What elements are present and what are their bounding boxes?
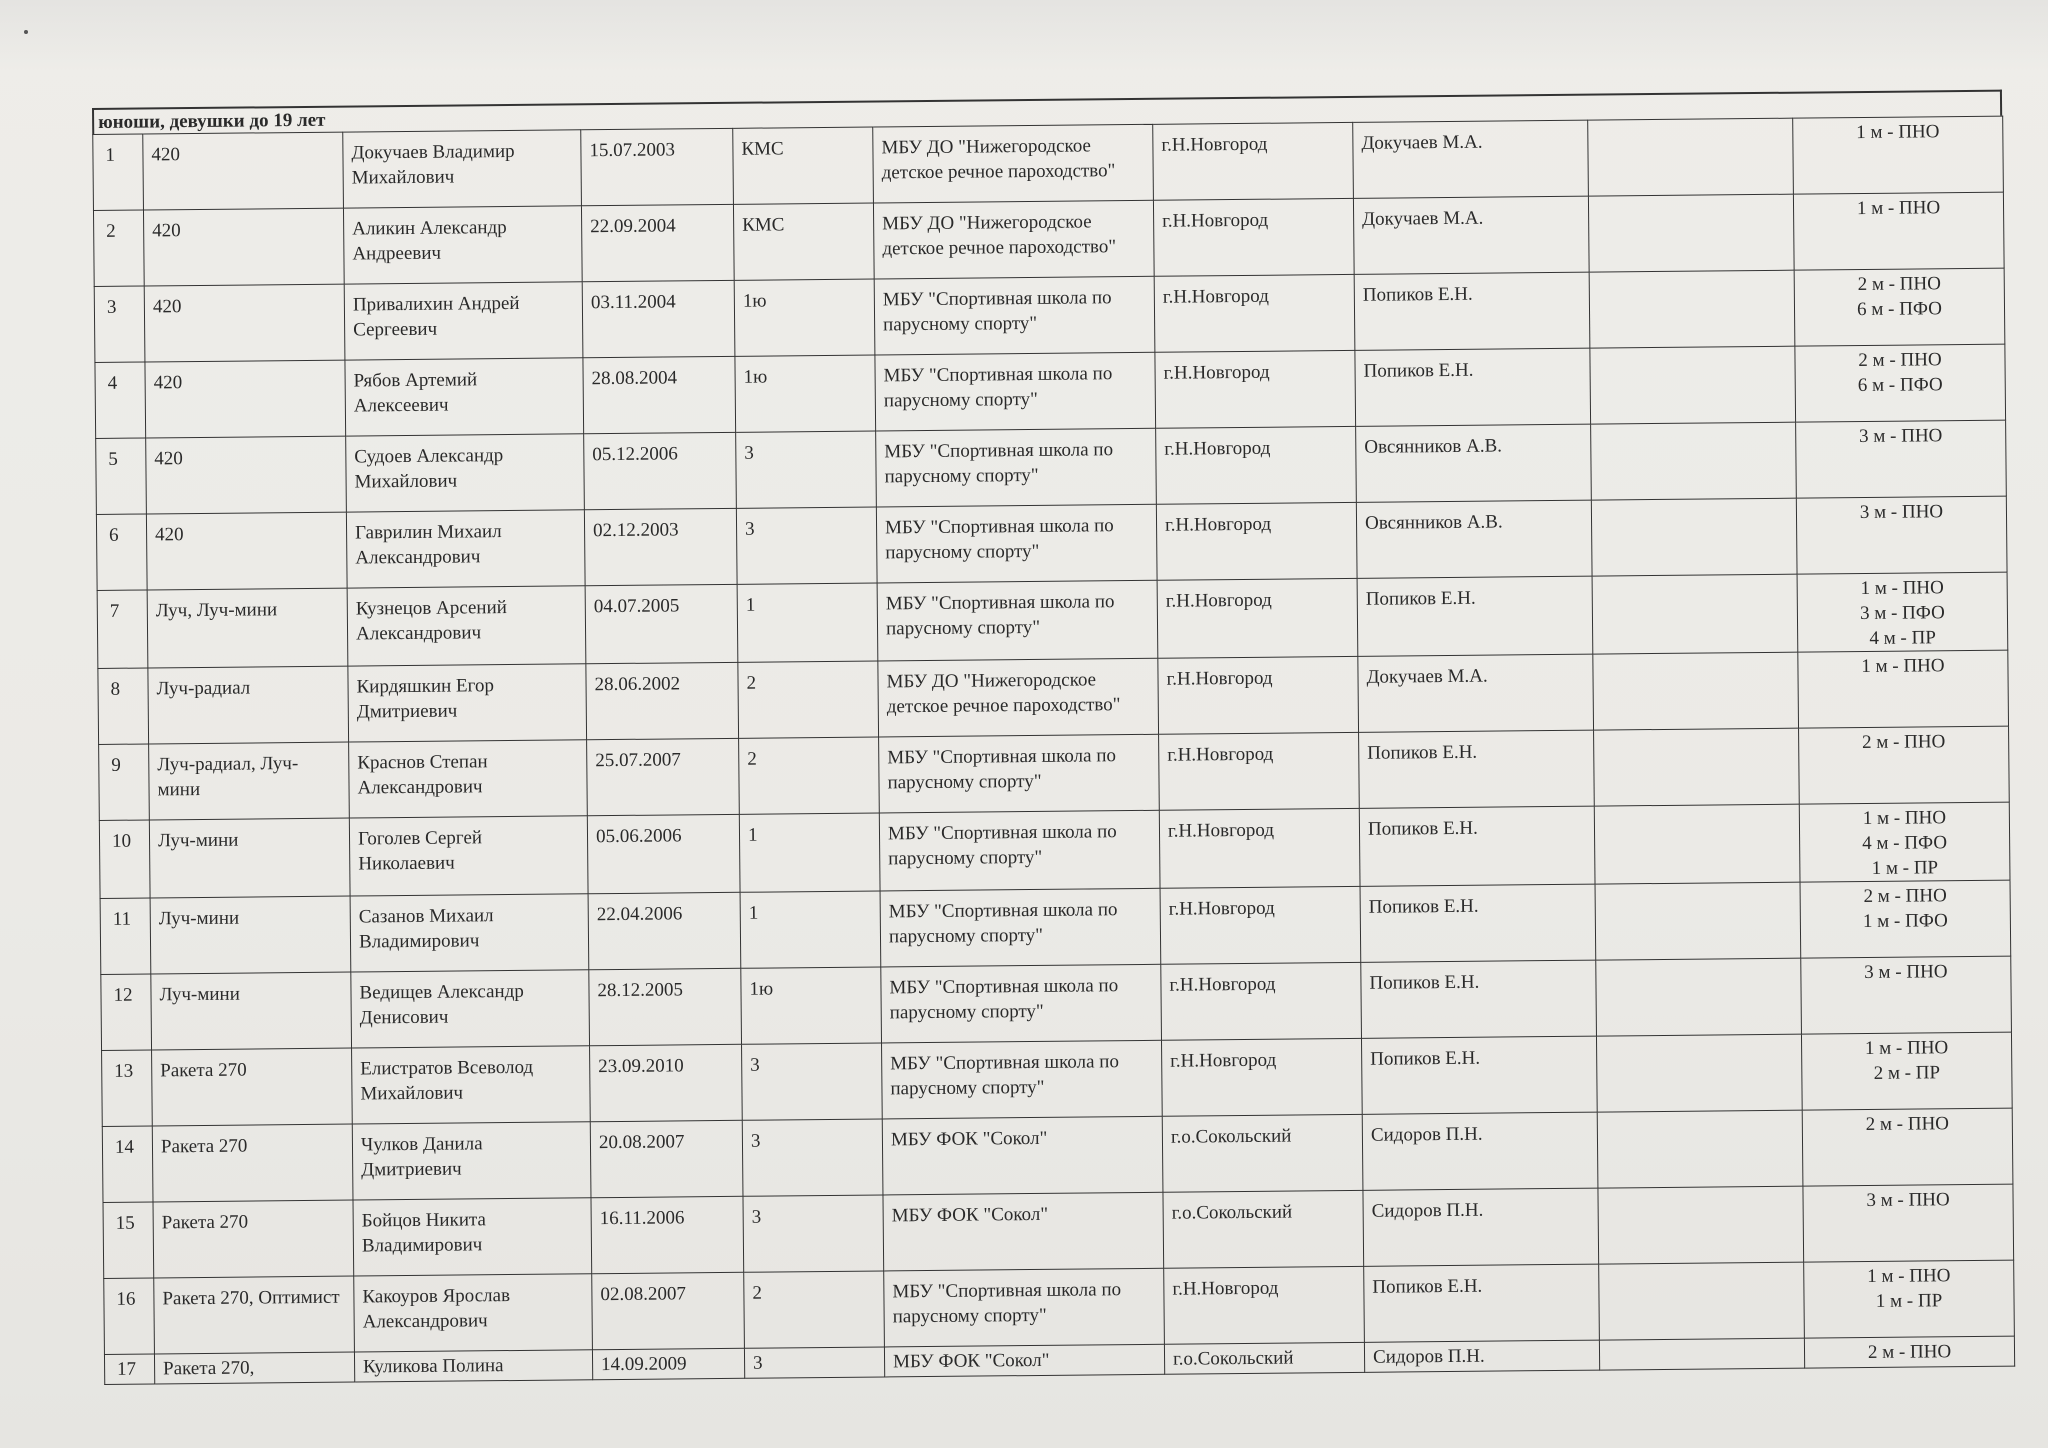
city-cell: г.Н.Новгород bbox=[1159, 732, 1360, 810]
participants-table bbox=[92, 116, 2015, 1385]
birth-date-cell: 02.12.2003 bbox=[584, 508, 737, 585]
birth-date-cell: 28.12.2005 bbox=[589, 968, 742, 1045]
city-cell: г.Н.Новгород bbox=[1158, 656, 1359, 734]
coach-cell: Попиков Е.Н. bbox=[1359, 730, 1595, 808]
results-cell bbox=[1793, 192, 2004, 270]
boat-class-cell: Ракета 270 bbox=[152, 1124, 353, 1202]
sport-rank-cell: 3 bbox=[736, 507, 877, 584]
sport-rank-cell: 2 bbox=[744, 1271, 885, 1348]
results-cell bbox=[1801, 1032, 2012, 1110]
participant-name-cell: Аликин Александр Андреевич bbox=[343, 206, 582, 284]
result-entry: 4 м - ПФО bbox=[1862, 832, 1948, 855]
results-cell bbox=[1804, 1260, 2015, 1338]
boat-class-cell: 420 bbox=[143, 132, 344, 210]
results-cell bbox=[1799, 802, 2010, 882]
result-entry: 6 м - ПФО bbox=[1857, 298, 1943, 321]
result-entry: 1 м - ПНО bbox=[1856, 121, 1940, 144]
organization-cell: МБУ "Спортивная школа по парусному спорту" bbox=[882, 1040, 1163, 1119]
boat-class-cell: Ракета 270, bbox=[154, 1352, 354, 1384]
row-number: 6 bbox=[96, 514, 147, 590]
organization-cell: МБУ "Спортивная школа по парусному спорту" bbox=[875, 352, 1156, 431]
results-cell bbox=[1793, 116, 2004, 194]
city-cell: г.Н.Новгород bbox=[1160, 886, 1361, 964]
birth-date-cell: 15.07.2003 bbox=[581, 128, 734, 205]
result-entry: 2 м - ПНО bbox=[1863, 885, 1947, 908]
coach-cell: Попиков Е.Н. bbox=[1359, 806, 1595, 886]
city-cell: г.Н.Новгород bbox=[1155, 350, 1356, 428]
row-number: 7 bbox=[97, 590, 148, 668]
participant-name-cell: Привалихин Андрей Сергеевич bbox=[344, 282, 583, 360]
organization-cell: МБУ "Спортивная школа по парусному спорту" bbox=[874, 276, 1155, 355]
results-cell bbox=[1798, 650, 2009, 728]
result-entry: 1 м - ПНО bbox=[1860, 577, 1944, 600]
boat-class-cell: 420 bbox=[146, 436, 347, 514]
coach-cell: Попиков Е.Н. bbox=[1361, 1036, 1597, 1114]
sport-rank-cell: 3 bbox=[742, 1119, 883, 1196]
row-number: 9 bbox=[99, 744, 150, 820]
birth-date-cell: 03.11.2004 bbox=[582, 280, 735, 357]
row-number: 10 bbox=[99, 820, 150, 898]
organization-cell: МБУ ФОК "Сокол" bbox=[882, 1116, 1163, 1195]
result-entry: 1 м - ПНО bbox=[1856, 197, 1941, 220]
results-cell bbox=[1794, 268, 2005, 346]
empty-cell bbox=[1599, 1338, 1804, 1370]
row-number: 17 bbox=[104, 1354, 154, 1384]
results-cell bbox=[1796, 420, 2007, 498]
participant-name-cell: Гаврилин Михаил Александрович bbox=[346, 510, 585, 588]
organization-cell: МБУ ДО "Нижегородское детское речное пароходство" bbox=[878, 658, 1159, 737]
sport-rank-cell: КМС bbox=[733, 203, 874, 280]
participant-name-cell: Судоев Александр Михайлович bbox=[346, 434, 585, 512]
coach-cell: Докучаев М.А. bbox=[1358, 654, 1594, 732]
empty-cell bbox=[1594, 728, 1800, 806]
result-entry: 3 м - ПФО bbox=[1859, 602, 1945, 625]
result-entry: 6 м - ПФО bbox=[1857, 374, 1943, 397]
row-number: 8 bbox=[98, 668, 149, 744]
boat-class-cell: Луч, Луч-мини bbox=[147, 588, 348, 668]
result-entry: 2 м - ПНО bbox=[1857, 273, 1941, 296]
participant-name-cell: Елистратов Всеволод Михайлович bbox=[352, 1046, 591, 1124]
sport-rank-cell: 3 bbox=[736, 431, 877, 508]
sport-rank-cell: 3 bbox=[742, 1043, 883, 1120]
participant-name-cell: Кузнецов Арсений Александрович bbox=[347, 586, 586, 666]
results-cell bbox=[1800, 880, 2011, 958]
empty-cell bbox=[1599, 1262, 1805, 1340]
results-cell bbox=[1801, 956, 2012, 1034]
boat-class-cell: Ракета 270 bbox=[152, 1048, 353, 1126]
coach-cell: Попиков Е.Н. bbox=[1360, 884, 1596, 962]
boat-class-cell: Луч-мини bbox=[149, 818, 350, 898]
empty-cell bbox=[1594, 804, 1800, 884]
results-cell bbox=[1797, 572, 2008, 652]
row-number: 1 bbox=[93, 134, 144, 210]
boat-class-cell: Ракета 270, Оптимист bbox=[154, 1276, 355, 1354]
organization-cell: МБУ "Спортивная школа по парусному спорту" bbox=[880, 888, 1161, 967]
empty-cell bbox=[1588, 118, 1794, 196]
city-cell: г.Н.Новгород bbox=[1157, 578, 1358, 658]
boat-class-cell: Луч-мини bbox=[150, 896, 351, 974]
birth-date-cell: 23.09.2010 bbox=[590, 1044, 743, 1121]
result-entry: 1 м - ПНО bbox=[1862, 807, 1947, 830]
city-cell: г.Н.Новгород bbox=[1156, 502, 1357, 580]
result-entry: 3 м - ПНО bbox=[1866, 1189, 1950, 1212]
boat-class-cell: 420 bbox=[144, 284, 345, 362]
coach-cell: Попиков Е.Н. bbox=[1355, 348, 1591, 426]
coach-cell: Сидоров П.Н. bbox=[1363, 1188, 1599, 1266]
coach-cell: Докучаев М.А. bbox=[1353, 120, 1589, 198]
participant-name-cell: Рябов Артемий Алексеевич bbox=[345, 358, 584, 436]
empty-cell bbox=[1592, 574, 1798, 654]
participant-name-cell: Докучаев Владимир Михайлович bbox=[343, 130, 582, 208]
city-cell: г.Н.Новгород bbox=[1159, 808, 1360, 888]
row-number: 16 bbox=[104, 1278, 155, 1354]
result-entry: 4 м - ПР bbox=[1869, 627, 1936, 649]
result-entry: 3 м - ПНО bbox=[1859, 501, 1944, 524]
organization-cell: МБУ "Спортивная школа по парусному спорту" bbox=[884, 1268, 1165, 1347]
organization-cell: МБУ ФОК "Сокол" bbox=[883, 1192, 1164, 1271]
boat-class-cell: 420 bbox=[143, 208, 344, 286]
row-number: 14 bbox=[102, 1126, 153, 1202]
city-cell: г.Н.Новгород bbox=[1153, 122, 1354, 200]
participant-name-cell: Ведищев Александр Денисович bbox=[351, 970, 590, 1048]
boat-class-cell: 420 bbox=[146, 512, 347, 590]
sport-rank-cell: 2 bbox=[739, 737, 880, 814]
city-cell: г.о.Сокольский bbox=[1164, 1342, 1364, 1374]
participant-name-cell: Чулков Данила Дмитриевич bbox=[352, 1122, 591, 1200]
result-entry: 1 м - ПР bbox=[1875, 1290, 1943, 1312]
organization-cell: МБУ "Спортивная школа по парусному спорту" bbox=[881, 964, 1162, 1043]
result-entry: 1 м - ПНО bbox=[1861, 655, 1945, 678]
table-body bbox=[93, 116, 2015, 1384]
sport-rank-cell: 3 bbox=[744, 1347, 884, 1378]
results-sheet bbox=[92, 90, 2014, 1400]
organization-cell: МБУ "Спортивная школа по парусному спорту" bbox=[879, 734, 1160, 813]
empty-cell bbox=[1596, 958, 1802, 1036]
result-entry: 2 м - ПР bbox=[1873, 1062, 1941, 1084]
sport-rank-cell: КМС bbox=[733, 127, 874, 204]
city-cell: г.Н.Новгород bbox=[1156, 426, 1357, 504]
coach-cell: Попиков Е.Н. bbox=[1364, 1264, 1600, 1342]
empty-cell bbox=[1590, 346, 1796, 424]
birth-date-cell: 20.08.2007 bbox=[590, 1120, 743, 1197]
sport-rank-cell: 2 bbox=[738, 661, 879, 738]
result-entry: 1 м - ПНО bbox=[1864, 1037, 1949, 1060]
coach-cell: Сидоров П.Н. bbox=[1362, 1112, 1598, 1190]
organization-cell: МБУ "Спортивная школа по парусному спорту" bbox=[876, 504, 1157, 583]
coach-cell: Попиков Е.Н. bbox=[1354, 272, 1590, 350]
organization-cell: МБУ "Спортивная школа по парусному спорту" bbox=[876, 428, 1157, 507]
birth-date-cell: 25.07.2007 bbox=[587, 738, 740, 815]
participant-name-cell: Сазанов Михаил Владимирович bbox=[350, 894, 589, 972]
organization-cell: МБУ ДО "Нижегородское детское речное пароходство" bbox=[873, 124, 1154, 203]
results-cell bbox=[1799, 726, 2010, 804]
birth-date-cell: 05.12.2006 bbox=[584, 432, 737, 509]
results-cell bbox=[1803, 1184, 2014, 1262]
boat-class-cell: Ракета 270 bbox=[153, 1200, 354, 1278]
result-entry: 1 м - ПФО bbox=[1862, 910, 1948, 933]
birth-date-cell: 28.08.2004 bbox=[583, 356, 736, 433]
birth-date-cell: 02.08.2007 bbox=[592, 1272, 745, 1349]
birth-date-cell: 14.09.2009 bbox=[592, 1348, 744, 1379]
birth-date-cell: 28.06.2002 bbox=[586, 662, 739, 739]
city-cell: г.Н.Новгород bbox=[1154, 274, 1355, 352]
result-entry: 1 м - ПР bbox=[1871, 857, 1939, 879]
sport-rank-cell: 1ю bbox=[741, 967, 882, 1044]
coach-cell: Сидоров П.Н. bbox=[1364, 1340, 1599, 1372]
result-entry: 2 м - ПНО bbox=[1861, 731, 1946, 754]
row-number: 2 bbox=[93, 210, 144, 286]
result-entry: 3 м - ПНО bbox=[1864, 961, 1948, 984]
empty-cell bbox=[1589, 270, 1795, 348]
organization-cell: МБУ ФОК "Сокол" bbox=[884, 1344, 1164, 1377]
boat-class-cell: Луч-радиал, Луч-мини bbox=[149, 742, 350, 820]
results-cell bbox=[1795, 344, 2006, 422]
city-cell: г.Н.Новгород bbox=[1153, 198, 1354, 276]
coach-cell: Овсянников А.В. bbox=[1356, 500, 1592, 578]
section-heading: юноши, девушки до 19 лет bbox=[92, 90, 2002, 134]
result-entry: 3 м - ПНО bbox=[1858, 425, 1943, 448]
empty-cell bbox=[1591, 498, 1797, 576]
coach-cell: Докучаев М.А. bbox=[1353, 196, 1589, 274]
boat-class-cell: Луч-радиал bbox=[148, 666, 349, 744]
sport-rank-cell: 1ю bbox=[735, 355, 876, 432]
result-entry: 1 м - ПНО bbox=[1867, 1265, 1951, 1288]
organization-cell: МБУ ДО "Нижегородское детское речное пароходство" bbox=[873, 200, 1154, 279]
participant-name-cell: Краснов Степан Александрович bbox=[349, 740, 588, 818]
city-cell: г.Н.Новгород bbox=[1161, 1038, 1362, 1116]
result-entry: 2 м - ПНО bbox=[1865, 1113, 1950, 1136]
participant-name-cell: Гоголев Сергей Николаевич bbox=[349, 816, 588, 896]
empty-cell bbox=[1593, 652, 1799, 730]
result-entry: 2 м - ПНО bbox=[1858, 349, 1942, 372]
participant-name-cell: Кирдяшкин Егор Дмитриевич bbox=[348, 664, 587, 742]
results-cell bbox=[1804, 1336, 2014, 1368]
coach-cell: Попиков Е.Н. bbox=[1361, 960, 1597, 1038]
row-number: 11 bbox=[100, 898, 151, 974]
scan-speck bbox=[24, 30, 28, 34]
city-cell: г.о.Сокольский bbox=[1163, 1190, 1364, 1268]
participant-name-cell: Какоуров Ярослав Александрович bbox=[354, 1274, 593, 1352]
empty-cell bbox=[1595, 882, 1801, 960]
sport-rank-cell: 3 bbox=[743, 1195, 884, 1272]
row-number: 12 bbox=[101, 974, 152, 1050]
boat-class-cell: 420 bbox=[145, 360, 346, 438]
empty-cell bbox=[1588, 194, 1794, 272]
results-cell bbox=[1802, 1108, 2013, 1186]
sport-rank-cell: 1ю bbox=[734, 279, 875, 356]
birth-date-cell: 22.04.2006 bbox=[588, 892, 741, 969]
row-number: 5 bbox=[96, 438, 147, 514]
sport-rank-cell: 1 bbox=[739, 813, 880, 892]
empty-cell bbox=[1591, 422, 1797, 500]
birth-date-cell: 22.09.2004 bbox=[581, 204, 734, 281]
participant-name-cell: Куликова Полина bbox=[354, 1350, 592, 1382]
city-cell: г.Н.Новгород bbox=[1164, 1266, 1365, 1344]
city-cell: г.Н.Новгород bbox=[1161, 962, 1362, 1040]
result-entry: 2 м - ПНО bbox=[1867, 1341, 1952, 1364]
organization-cell: МБУ "Спортивная школа по парусному спорту" bbox=[879, 810, 1160, 891]
results-cell bbox=[1796, 496, 2007, 574]
participant-name-cell: Бойцов Никита Владимирович bbox=[353, 1198, 592, 1276]
birth-date-cell: 16.11.2006 bbox=[591, 1196, 744, 1273]
row-number: 3 bbox=[94, 286, 145, 362]
birth-date-cell: 04.07.2005 bbox=[585, 584, 738, 663]
sport-rank-cell: 1 bbox=[740, 891, 881, 968]
empty-cell bbox=[1596, 1034, 1802, 1112]
coach-cell: Попиков Е.Н. bbox=[1357, 576, 1593, 656]
sport-rank-cell: 1 bbox=[737, 583, 878, 662]
city-cell: г.о.Сокольский bbox=[1162, 1114, 1363, 1192]
empty-cell bbox=[1598, 1186, 1804, 1264]
row-number: 4 bbox=[95, 362, 146, 438]
birth-date-cell: 05.06.2006 bbox=[587, 814, 740, 893]
empty-cell bbox=[1597, 1110, 1803, 1188]
coach-cell: Овсянников А.В. bbox=[1356, 424, 1592, 502]
row-number: 13 bbox=[102, 1050, 153, 1126]
scan-shadow bbox=[0, 0, 2048, 70]
row-number: 15 bbox=[103, 1202, 154, 1278]
boat-class-cell: Луч-мини bbox=[151, 972, 352, 1050]
organization-cell: МБУ "Спортивная школа по парусному спорту" bbox=[877, 580, 1158, 661]
